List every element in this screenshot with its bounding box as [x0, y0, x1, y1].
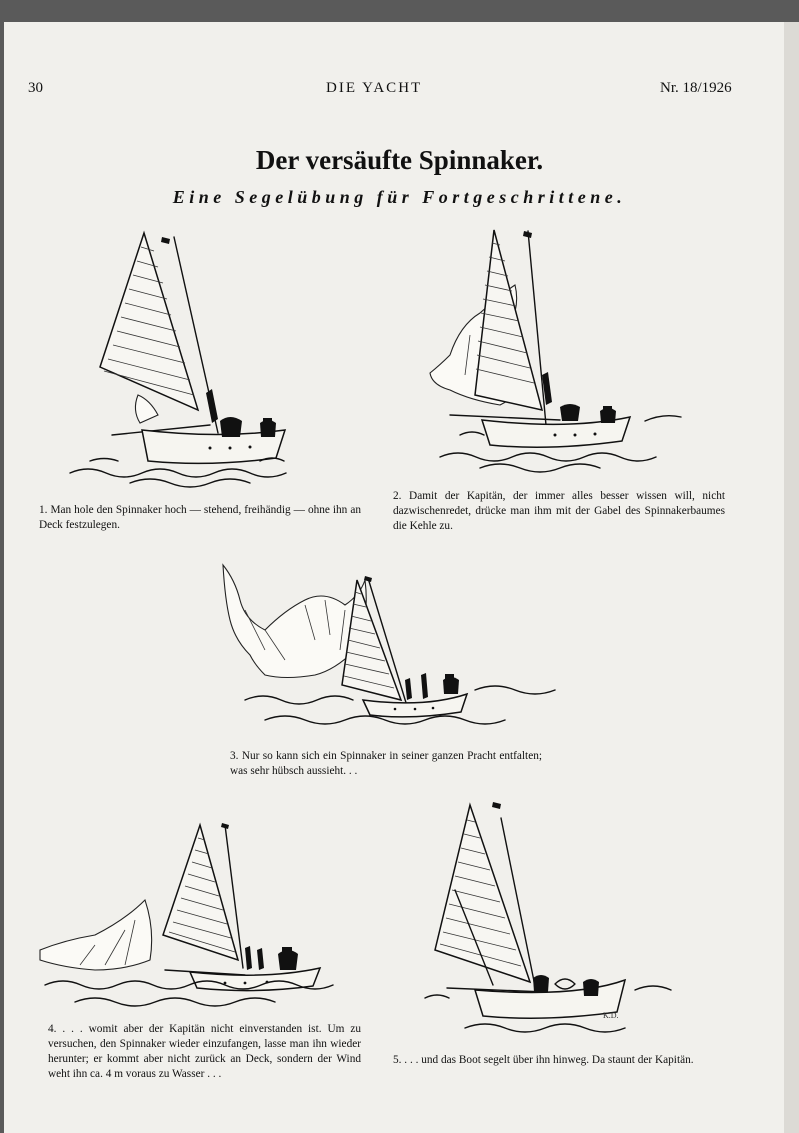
- magazine-title: DIE YACHT: [326, 80, 423, 96]
- svg-text:K.D.: K.D.: [603, 1011, 619, 1020]
- issue-number: Nr. 18/1926: [660, 80, 732, 96]
- article-subtitle: Eine Segelübung für Fortgeschrittene.: [172, 187, 627, 207]
- caption-2: 2. Damit der Kapitän, der immer alles besser wissen will, nicht dazwischenredet, drücke man ihm mit der Gabel des Spinnakerbaumes die Kehle zu.: [393, 490, 725, 532]
- caption-5: 5. . . . und das Boot segelt über ihn hinweg. Da staunt der Kapitän.: [393, 1054, 694, 1066]
- sailboat-4-illustration: [35, 820, 345, 1010]
- sailboat-1-illustration: [70, 225, 310, 485]
- caption-3: 3. Nur so kann sich ein Spinnaker in seiner ganzen Pracht entfalten; was sehr hübsch aussieht. . .: [230, 750, 542, 777]
- caption-1: 1. Man hole den Spinnaker hoch — stehend, freihändig — ohne ihn an Deck festzulegen.: [39, 504, 361, 531]
- caption-4: 4. . . . womit aber der Kapitän nicht einverstanden ist. Um zu versuchen, den Spinnaker wieder einzufangen, lasse man ihn wieder herunter; er kommt aber nicht zurück an Deck, sondern der Wind weht ihn ca. 4 m voraus zu Wasser . . .: [48, 1023, 361, 1080]
- sailboat-5-illustration: [425, 800, 685, 1035]
- sailboat-3-illustration: [205, 560, 565, 735]
- sailboat-2-illustration: [420, 225, 710, 470]
- article-title: Der versäufte Spinnaker.: [255, 145, 544, 175]
- page-number: 30: [28, 80, 43, 96]
